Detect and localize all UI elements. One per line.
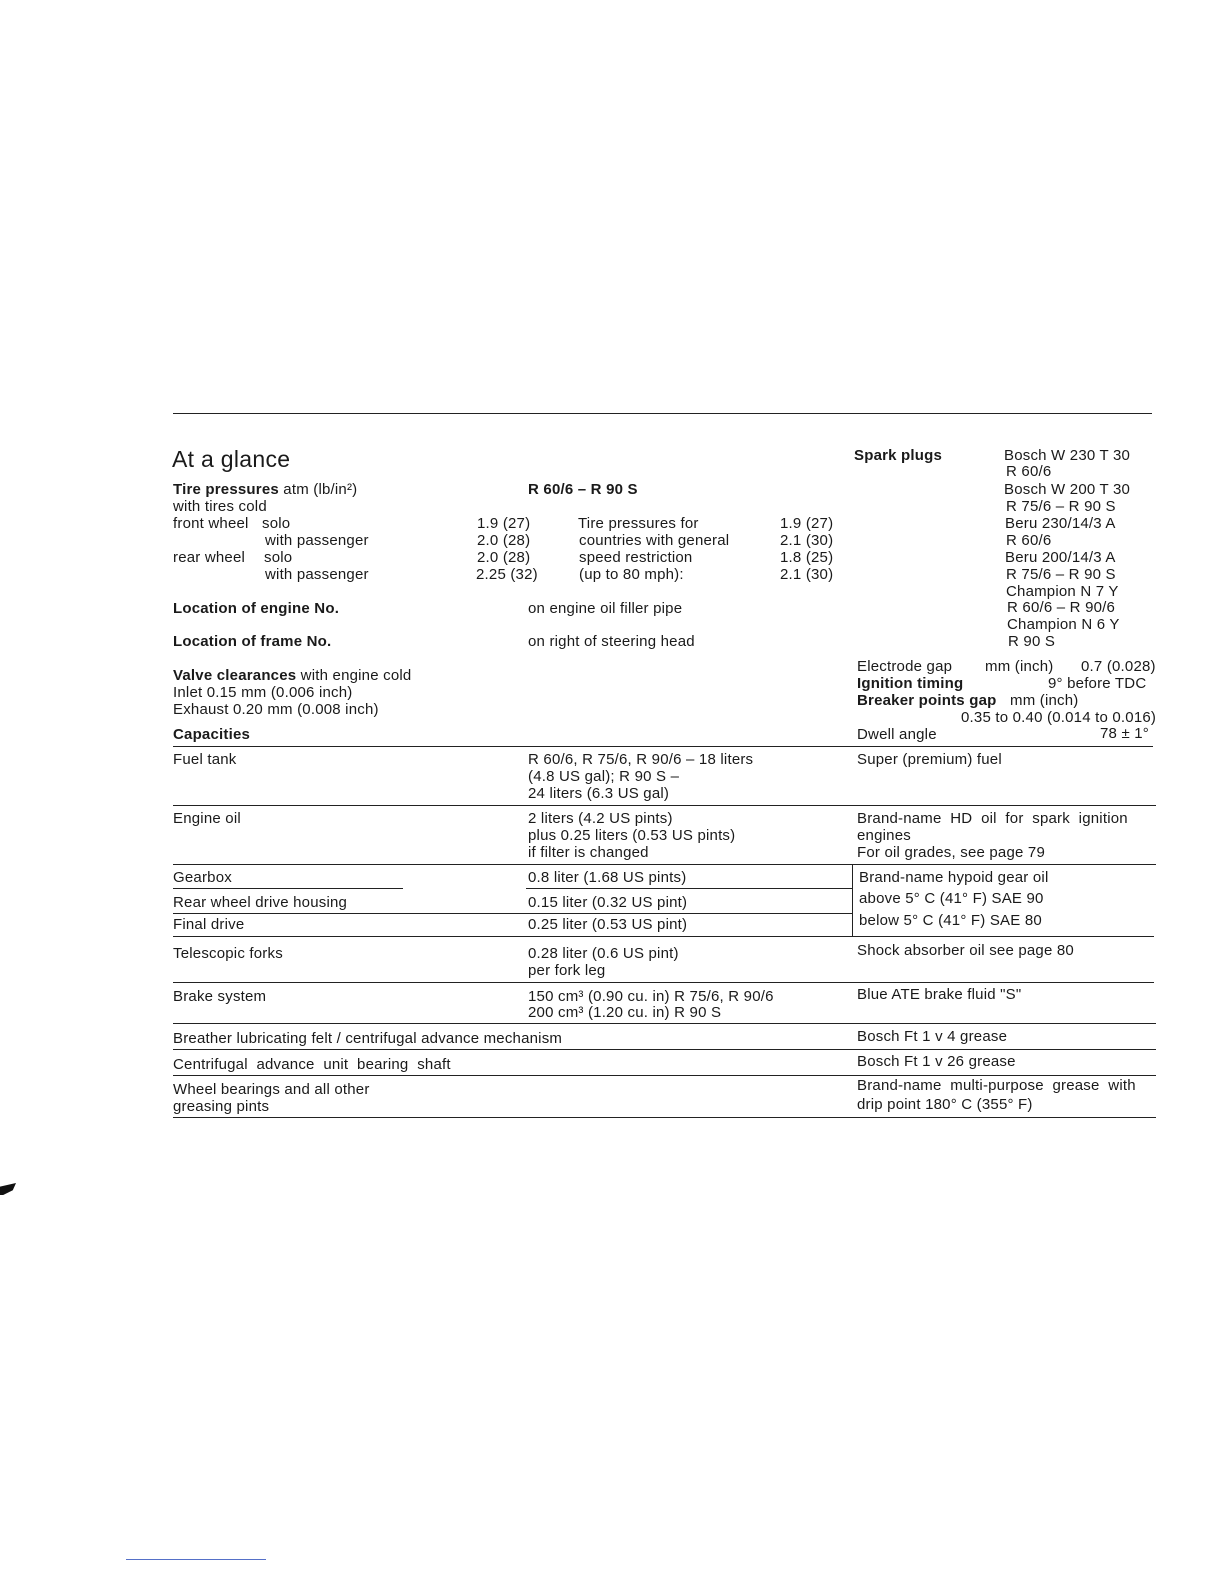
spark-plug-line: Beru 230/14/3 A xyxy=(1005,515,1116,532)
capacities-label: Capacities xyxy=(173,726,251,743)
engine-oil-amount: 2 liters (4.2 US pints) xyxy=(528,810,673,827)
valve-inlet: Inlet 0.15 mm (0.006 inch) xyxy=(173,684,353,701)
breather-item: Breather lubricating felt / centrifugal advance mechanism xyxy=(173,1030,563,1047)
forks-spec: Shock absorber oil see page 80 xyxy=(857,942,1074,959)
engine-no-label: Location of engine No. xyxy=(173,600,340,617)
fuel-tank-spec: Super (premium) fuel xyxy=(857,751,1002,768)
tire-value: 2.0 (28) xyxy=(477,549,531,566)
electrode-gap-unit: mm (inch) xyxy=(985,658,1054,675)
gear-oil-spec: above 5° C (41° F) SAE 90 xyxy=(859,890,1044,907)
front-solo-label: solo xyxy=(262,515,291,532)
gear-oil-spec: Brand-name hypoid gear oil xyxy=(859,869,1049,886)
electrode-gap-value: 0.7 (0.028) xyxy=(1081,658,1156,675)
breaker-gap-label: Breaker points gap xyxy=(857,692,997,709)
wheel-bearings-spec: drip point 180° C (355° F) xyxy=(857,1096,1033,1113)
header-rule xyxy=(173,413,1152,414)
brake-spec: Blue ATE brake fluid "S" xyxy=(857,986,1022,1003)
spark-plugs-label: Spark plugs xyxy=(854,447,943,464)
engine-oil-spec: For oil grades, see page 79 xyxy=(857,844,1046,861)
model-range-header: R 60/6 – R 90 S xyxy=(528,481,638,498)
engine-oil-spec: Brand-name HD oil for spark ignition xyxy=(857,810,1128,827)
breather-spec: Bosch Ft 1 v 4 grease xyxy=(857,1028,1008,1045)
forks-amount: 0.28 liter (0.6 US pint) xyxy=(528,945,679,962)
spark-plug-line: R 60/6 – R 90/6 xyxy=(1007,599,1116,616)
dwell-angle-value: 78 ± 1° xyxy=(1100,725,1149,742)
restricted-value: 1.9 (27) xyxy=(780,515,834,532)
wheel-bearings-item: greasing pints xyxy=(173,1098,270,1115)
spark-plug-line: R 75/6 – R 90 S xyxy=(1006,566,1116,583)
restricted-value: 2.1 (30) xyxy=(780,566,834,583)
gearbox-amount: 0.8 liter (1.68 US pints) xyxy=(528,869,687,886)
fuel-tank-amount: R 60/6, R 75/6, R 90/6 – 18 liters xyxy=(528,751,754,768)
wheel-bearings-spec: Brand-name multi-purpose grease with xyxy=(857,1077,1136,1094)
front-wheel-label: front wheel xyxy=(173,515,249,532)
tire-pressures-label: Tire pressures atm (lb/in²) xyxy=(173,481,358,498)
engine-oil-amount: if filter is changed xyxy=(528,844,649,861)
table-rule xyxy=(173,888,403,889)
table-rule xyxy=(173,746,1153,747)
scan-mark xyxy=(0,1183,16,1195)
final-drive-item: Final drive xyxy=(173,916,245,933)
spark-plug-line: R 90 S xyxy=(1008,633,1056,650)
table-rule xyxy=(173,936,1154,937)
table-rule xyxy=(173,864,1156,865)
fuel-tank-amount: (4.8 US gal); R 90 S – xyxy=(528,768,680,785)
front-passenger-label: with passenger xyxy=(265,532,369,549)
valve-clearances-label: Valve clearances with engine cold xyxy=(173,667,412,684)
forks-amount: per fork leg xyxy=(528,962,606,979)
gear-oil-spec: below 5° C (41° F) SAE 80 xyxy=(859,912,1042,929)
wheel-bearings-item: Wheel bearings and all other xyxy=(173,1081,370,1098)
table-rule xyxy=(173,1117,1156,1118)
spark-plug-line: R 60/6 xyxy=(1006,463,1052,480)
table-rule xyxy=(173,913,852,914)
ignition-timing-value: 9° before TDC xyxy=(1048,675,1147,692)
valve-exhaust: Exhaust 0.20 mm (0.008 inch) xyxy=(173,701,379,718)
restricted-text: Tire pressures for xyxy=(578,515,699,532)
frame-no-value: on right of steering head xyxy=(528,633,695,650)
tire-value: 2.25 (32) xyxy=(476,566,538,583)
centrifugal-item: Centrifugal advance unit bearing shaft xyxy=(173,1056,451,1073)
fuel-tank-amount: 24 liters (6.3 US gal) xyxy=(528,785,670,802)
electrode-gap-label: Electrode gap xyxy=(857,658,953,675)
footer-rule xyxy=(126,1559,266,1560)
engine-no-value: on engine oil filler pipe xyxy=(528,600,683,617)
brake-amount: 150 cm³ (0.90 cu. in) R 75/6, R 90/6 xyxy=(528,988,774,1005)
centrifugal-spec: Bosch Ft 1 v 26 grease xyxy=(857,1053,1016,1070)
spark-plug-line: R 60/6 xyxy=(1006,532,1052,549)
page-title: At a glance xyxy=(172,446,291,472)
restricted-text: (up to 80 mph): xyxy=(579,566,684,583)
dwell-angle-label: Dwell angle xyxy=(857,726,937,743)
rear-drive-item: Rear wheel drive housing xyxy=(173,894,348,911)
ignition-timing-label: Ignition timing xyxy=(857,675,964,692)
engine-oil-amount: plus 0.25 liters (0.53 US pints) xyxy=(528,827,736,844)
spark-plug-line: Champion N 7 Y xyxy=(1006,583,1119,600)
restricted-text: speed restriction xyxy=(579,549,693,566)
table-rule xyxy=(173,1075,1156,1076)
restricted-value: 1.8 (25) xyxy=(780,549,834,566)
tire-value: 1.9 (27) xyxy=(477,515,531,532)
spark-plug-line: Champion N 6 Y xyxy=(1007,616,1120,633)
table-rule xyxy=(173,982,1154,983)
brake-amount: 200 cm³ (1.20 cu. in) R 90 S xyxy=(528,1004,722,1021)
rear-wheel-label: rear wheel xyxy=(173,549,246,566)
breaker-gap-unit: mm (inch) xyxy=(1010,692,1079,709)
spark-plug-line: Bosch W 230 T 30 xyxy=(1004,447,1131,464)
restricted-text: countries with general xyxy=(579,532,730,549)
table-rule xyxy=(173,1049,1156,1050)
fuel-tank-item: Fuel tank xyxy=(173,751,237,768)
rear-passenger-label: with passenger xyxy=(265,566,369,583)
frame-no-label: Location of frame No. xyxy=(173,633,332,650)
tires-cold-note: with tires cold xyxy=(173,498,267,515)
brake-item: Brake system xyxy=(173,988,267,1005)
engine-oil-spec: engines xyxy=(857,827,911,844)
spark-plug-line: Bosch W 200 T 30 xyxy=(1004,481,1131,498)
gear-oil-box-rule xyxy=(852,864,853,936)
table-rule xyxy=(173,805,1156,806)
final-drive-amount: 0.25 liter (0.53 US pint) xyxy=(528,916,688,933)
table-rule xyxy=(173,1023,1156,1024)
spark-plug-line: R 75/6 – R 90 S xyxy=(1006,498,1116,515)
forks-item: Telescopic forks xyxy=(173,945,283,962)
gearbox-item: Gearbox xyxy=(173,869,232,886)
table-rule xyxy=(526,888,852,889)
breaker-gap-value: 0.35 to 0.40 (0.014 to 0.016) xyxy=(961,709,1157,726)
rear-drive-amount: 0.15 liter (0.32 US pint) xyxy=(528,894,688,911)
tire-value: 2.0 (28) xyxy=(477,532,531,549)
spark-plug-line: Beru 200/14/3 A xyxy=(1005,549,1116,566)
restricted-value: 2.1 (30) xyxy=(780,532,834,549)
engine-oil-item: Engine oil xyxy=(173,810,241,827)
rear-solo-label: solo xyxy=(264,549,293,566)
